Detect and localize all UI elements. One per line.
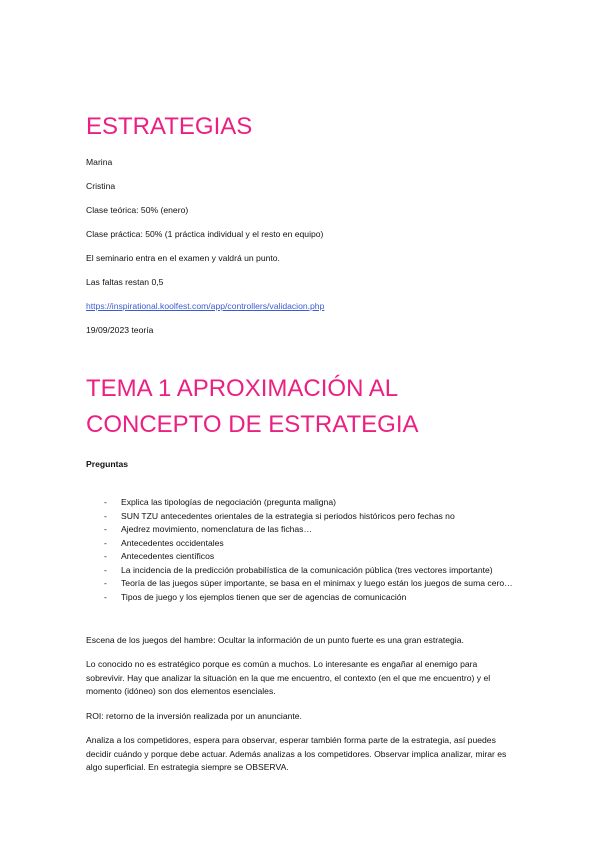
list-item: - Antecedentes occidentales: [104, 537, 524, 551]
paragraph-strategy-context: Lo conocido no es estratégico porque es común a muchos. Lo interesante es engañar al enemigo para sobrevivir. Hay que analizar la situación en la que me encuentro, el contexto (en el que me encuentro) y el momento (idóneo) son dos elementos esenciales.: [86, 659, 491, 696]
page-title: ESTRATEGIAS: [86, 113, 253, 140]
list-item: - La incidencia de la predicción probabilística de la comunicación pública (tres vectores importante): [104, 564, 524, 578]
practice-class-line: Clase práctica: 50% (1 práctica individual y el resto en equipo): [86, 229, 324, 239]
list-item: - Tipos de juego y los ejemplos tienen que ser de agencias de comunicación: [104, 591, 524, 605]
list-item: - Antecedentes científicos: [104, 550, 524, 564]
questions-list: [104, 496, 524, 604]
validation-link[interactable]: https://inspirational.koolfest.com/app/controllers/validacion.php: [86, 301, 325, 311]
dash-bullet-icon: -: [104, 497, 107, 507]
section-title-line-2: CONCEPTO DE ESTRATEGIA: [86, 411, 419, 438]
dash-bullet-icon: -: [104, 564, 107, 575]
dash-bullet-icon: -: [104, 537, 107, 548]
dash-bullet-icon: -: [104, 591, 107, 602]
paragraph-hunger-games: Escena de los juegos del hambre: Ocultar la información de un punto fuerte es una gran estrategia.: [86, 635, 464, 645]
seminar-line: El seminario entra en el examen y valdrá un punto.: [86, 253, 280, 263]
list-item: - Ajedrez movimiento, nomenclatura de las fichas…: [104, 523, 524, 537]
list-item: - SUN TZU antecedentes orientales de la estrategia si periodos históricos pero fechas no: [104, 510, 524, 524]
section-title-line-1: TEMA 1 APROXIMACIÓN AL: [86, 375, 399, 402]
date-line: 19/09/2023 teoría: [86, 325, 154, 335]
author-line-2: Cristina: [86, 181, 116, 191]
paragraph-roi: ROI: retorno de la inversión realizada por un anunciante.: [86, 711, 302, 721]
list-item: - Teoría de las juegos súper importante, se basa en el minimax y luego están los juegos de suma cero…: [104, 577, 524, 591]
author-line-1: Marina: [86, 157, 113, 167]
paragraph-competitors: Analiza a los competidores, espera para observar, esperar también forma parte de la estrategia, así puedes decidir cuándo y porque debe actuar. Además analizas a los competidores. Observar implica analizar, mirar es algo superficial. En estrategia siempre se OBSERVA.: [86, 735, 507, 772]
dash-bullet-icon: -: [104, 510, 107, 521]
dash-bullet-icon: -: [104, 578, 107, 588]
dash-bullet-icon: -: [104, 524, 107, 534]
list-item: - Explica las tipologías de negociación (pregunta maligna): [104, 496, 524, 510]
absences-line: Las faltas restan 0,5: [86, 277, 164, 287]
dash-bullet-icon: -: [104, 551, 107, 561]
questions-label: Preguntas: [86, 459, 129, 469]
theory-class-line: Clase teórica: 50% (enero): [86, 205, 189, 215]
